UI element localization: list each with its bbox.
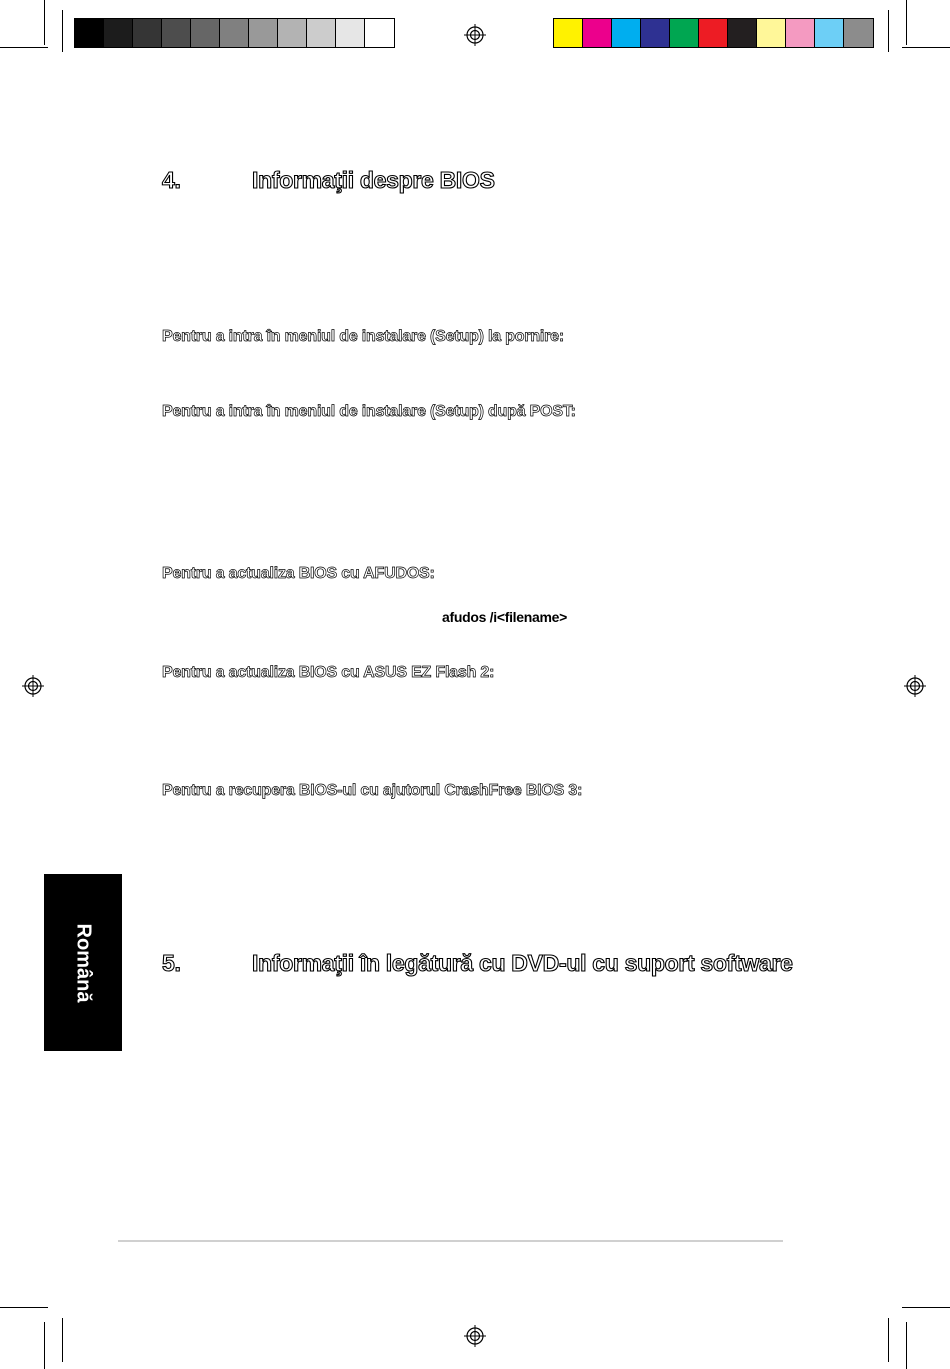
color-swatch xyxy=(815,19,844,47)
color-swatch xyxy=(191,19,220,47)
color-swatch xyxy=(307,19,336,47)
color-swatch xyxy=(786,19,815,47)
crop-mark xyxy=(906,0,907,45)
subheading-crashfree: Pentru a recupera BIOS-ul cu ajutorul CrashFree BIOS 3: xyxy=(162,782,583,799)
crop-mark xyxy=(0,47,48,48)
color-swatch xyxy=(365,19,394,47)
color-swatch xyxy=(670,19,699,47)
section-5-number: 5. xyxy=(162,950,181,976)
color-swatch xyxy=(220,19,249,47)
color-swatch xyxy=(699,19,728,47)
color-swatch xyxy=(641,19,670,47)
crop-mark xyxy=(44,1322,45,1369)
crop-mark xyxy=(62,1318,63,1362)
color-swatch xyxy=(336,19,365,47)
afudos-command: afudos /i<filename> xyxy=(442,609,568,625)
registration-mark-icon xyxy=(904,675,926,697)
crop-mark xyxy=(0,1307,48,1308)
language-side-tab xyxy=(44,874,122,1051)
registration-mark-icon xyxy=(464,24,486,46)
color-swatch xyxy=(133,19,162,47)
color-swatch xyxy=(278,19,307,47)
crop-mark xyxy=(902,1307,950,1308)
subheading-ez-flash: Pentru a actualiza BIOS cu ASUS EZ Flash 2: xyxy=(162,664,495,681)
language-label: Română xyxy=(72,923,95,1002)
section-4-number: 4. xyxy=(162,167,181,193)
color-swatch xyxy=(249,19,278,47)
color-swatch xyxy=(162,19,191,47)
crop-mark xyxy=(888,1318,889,1362)
color-swatch xyxy=(728,19,757,47)
section-5-title: Informaţii în legătură cu DVD-ul cu suport software xyxy=(252,950,793,976)
registration-mark-icon xyxy=(464,1325,486,1347)
crop-mark xyxy=(888,10,889,52)
registration-mark-icon xyxy=(22,675,44,697)
color-swatch xyxy=(612,19,641,47)
crop-mark xyxy=(906,1322,907,1369)
color-swatch xyxy=(844,19,873,47)
crop-mark xyxy=(62,10,63,52)
color-swatch xyxy=(583,19,612,47)
section-4-title: Informaţii despre BIOS xyxy=(252,167,495,193)
color-swatch xyxy=(75,19,104,47)
subheading-setup-boot: Pentru a intra în meniul de instalare (Setup) la pornire: xyxy=(162,328,565,345)
subheading-afudos: Pentru a actualiza BIOS cu AFUDOS: xyxy=(162,565,435,582)
footer-divider xyxy=(118,1240,783,1242)
grayscale-color-bar xyxy=(74,18,395,48)
crop-mark xyxy=(902,47,950,48)
color-swatch xyxy=(104,19,133,47)
process-color-bar xyxy=(553,18,874,48)
subheading-setup-post: Pentru a intra în meniul de instalare (Setup) după POST: xyxy=(162,403,576,420)
color-swatch xyxy=(554,19,583,47)
crop-mark xyxy=(44,0,45,45)
color-swatch xyxy=(757,19,786,47)
